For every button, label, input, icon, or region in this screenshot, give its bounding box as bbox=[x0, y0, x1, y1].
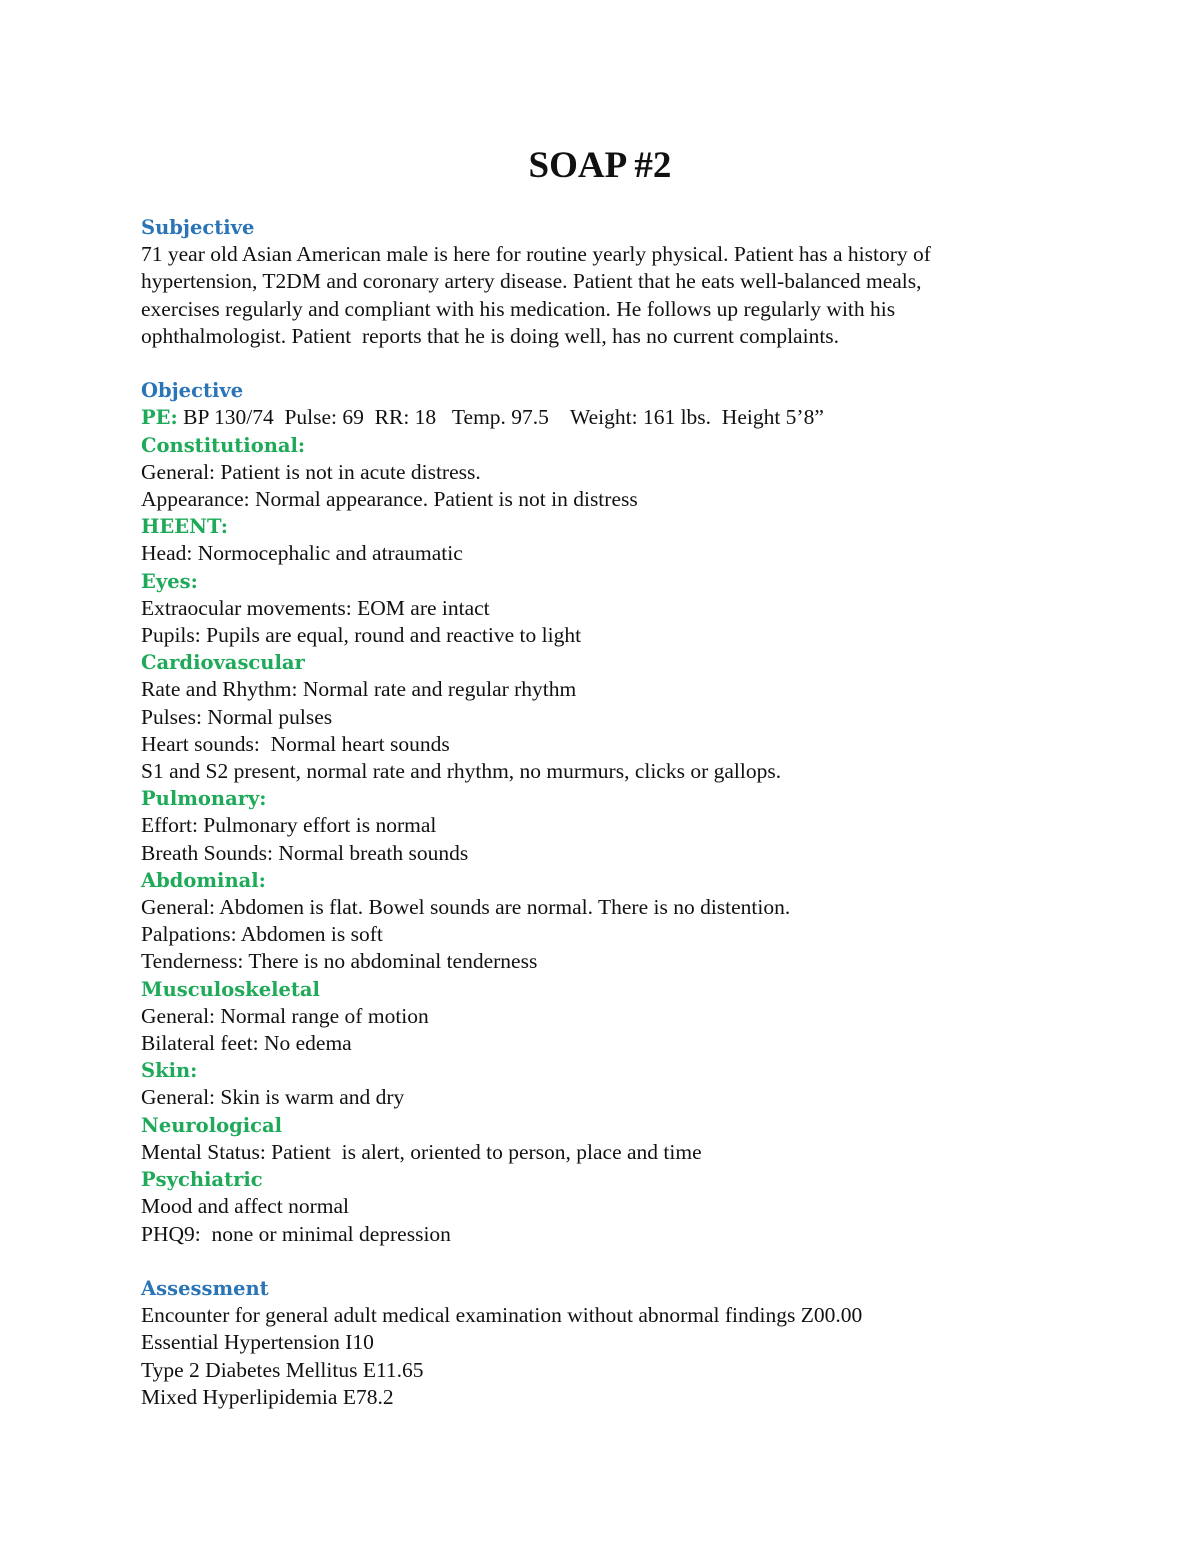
musculoskeletal-heading: Musculoskeletal bbox=[141, 977, 320, 1001]
assessment-line: Mixed Hyperlipidemia E78.2 bbox=[141, 1384, 394, 1409]
subjective-line: ophthalmologist. Patient reports that he is doing well, has no current complaints. bbox=[141, 323, 840, 348]
cardiovascular-heading: Cardiovascular bbox=[141, 651, 305, 675]
page-title: SOAP #2 bbox=[528, 145, 672, 186]
eyes-line: Pupils: Pupils are equal, round and reactive to light bbox=[141, 623, 582, 648]
pulmonary-line: Breath Sounds: Normal breath sounds bbox=[141, 840, 469, 865]
skin-line: General: Skin is warm and dry bbox=[141, 1085, 405, 1110]
pe-vitals-line bbox=[141, 404, 1041, 431]
skin-heading: Skin: bbox=[141, 1059, 198, 1083]
spacer bbox=[141, 350, 1041, 377]
abdominal-line: Tenderness: There is no abdominal tenderness bbox=[141, 949, 538, 974]
cardiovascular-line: Rate and Rhythm: Normal rate and regular rhythm bbox=[141, 677, 577, 702]
abdominal-heading: Abdominal: bbox=[141, 868, 266, 892]
assessment-line: Type 2 Diabetes Mellitus E11.65 bbox=[141, 1357, 424, 1382]
neurological-line: Mental Status: Patient is alert, oriented to person, place and time bbox=[141, 1139, 702, 1164]
pulmonary-heading: Pulmonary: bbox=[141, 787, 267, 811]
pe-label: PE: bbox=[141, 406, 178, 430]
neurological-heading: Neurological bbox=[141, 1113, 283, 1137]
cardiovascular-line: Pulses: Normal pulses bbox=[141, 704, 333, 729]
cardiovascular-line: Heart sounds: Normal heart sounds bbox=[141, 731, 450, 756]
objective-section bbox=[141, 377, 1041, 1248]
pulmonary-line: Effort: Pulmonary effort is normal bbox=[141, 813, 437, 838]
eyes-line: Extraocular movements: EOM are intact bbox=[141, 595, 490, 620]
subjective-line: hypertension, T2DM and coronary artery disease. Patient that he eats well-balanced meals, bbox=[141, 269, 922, 294]
heent-line: Head: Normocephalic and atraumatic bbox=[141, 541, 463, 566]
abdominal-line: Palpations: Abdomen is soft bbox=[141, 922, 383, 947]
assessment-line: Essential Hypertension I10 bbox=[141, 1330, 374, 1355]
constitutional-line: Appearance: Normal appearance. Patient is not in distress bbox=[141, 487, 638, 512]
subjective-heading: Subjective bbox=[141, 216, 255, 239]
subjective-line: exercises regularly and compliant with his medication. He follows up regularly with his bbox=[141, 296, 896, 321]
constitutional-line: General: Patient is not in acute distress. bbox=[141, 459, 481, 484]
abdominal-line: General: Abdomen is flat. Bowel sounds are normal. There is no distention. bbox=[141, 895, 791, 920]
constitutional-heading: Constitutional: bbox=[141, 433, 306, 457]
spacer bbox=[141, 1248, 1041, 1275]
cardiovascular-line: S1 and S2 present, normal rate and rhythm, no murmurs, clicks or gallops. bbox=[141, 759, 782, 784]
heent-heading: HEENT: bbox=[141, 515, 228, 539]
eyes-heading: Eyes: bbox=[141, 569, 198, 593]
psychiatric-heading: Psychiatric bbox=[141, 1168, 263, 1192]
psychiatric-line: PHQ9: none or minimal depression bbox=[141, 1221, 451, 1246]
pe-values: BP 130/74 Pulse: 69 RR: 18 Temp. 97.5 Weight: 161 lbs. Height 5’8” bbox=[177, 405, 824, 430]
musculoskeletal-line: General: Normal range of motion bbox=[141, 1003, 429, 1028]
subjective-section bbox=[141, 214, 1041, 350]
document-body bbox=[141, 214, 1041, 1411]
objective-heading: Objective bbox=[141, 379, 244, 403]
subjective-line: 71 year old Asian American male is here for routine yearly physical. Patient has a history of bbox=[141, 242, 931, 267]
assessment-section bbox=[141, 1275, 1041, 1411]
musculoskeletal-line: Bilateral feet: No edema bbox=[141, 1031, 352, 1056]
assessment-line: Encounter for general adult medical examination without abnormal findings Z00.00 bbox=[141, 1303, 863, 1328]
psychiatric-line: Mood and affect normal bbox=[141, 1194, 349, 1219]
assessment-heading: Assessment bbox=[141, 1276, 269, 1300]
